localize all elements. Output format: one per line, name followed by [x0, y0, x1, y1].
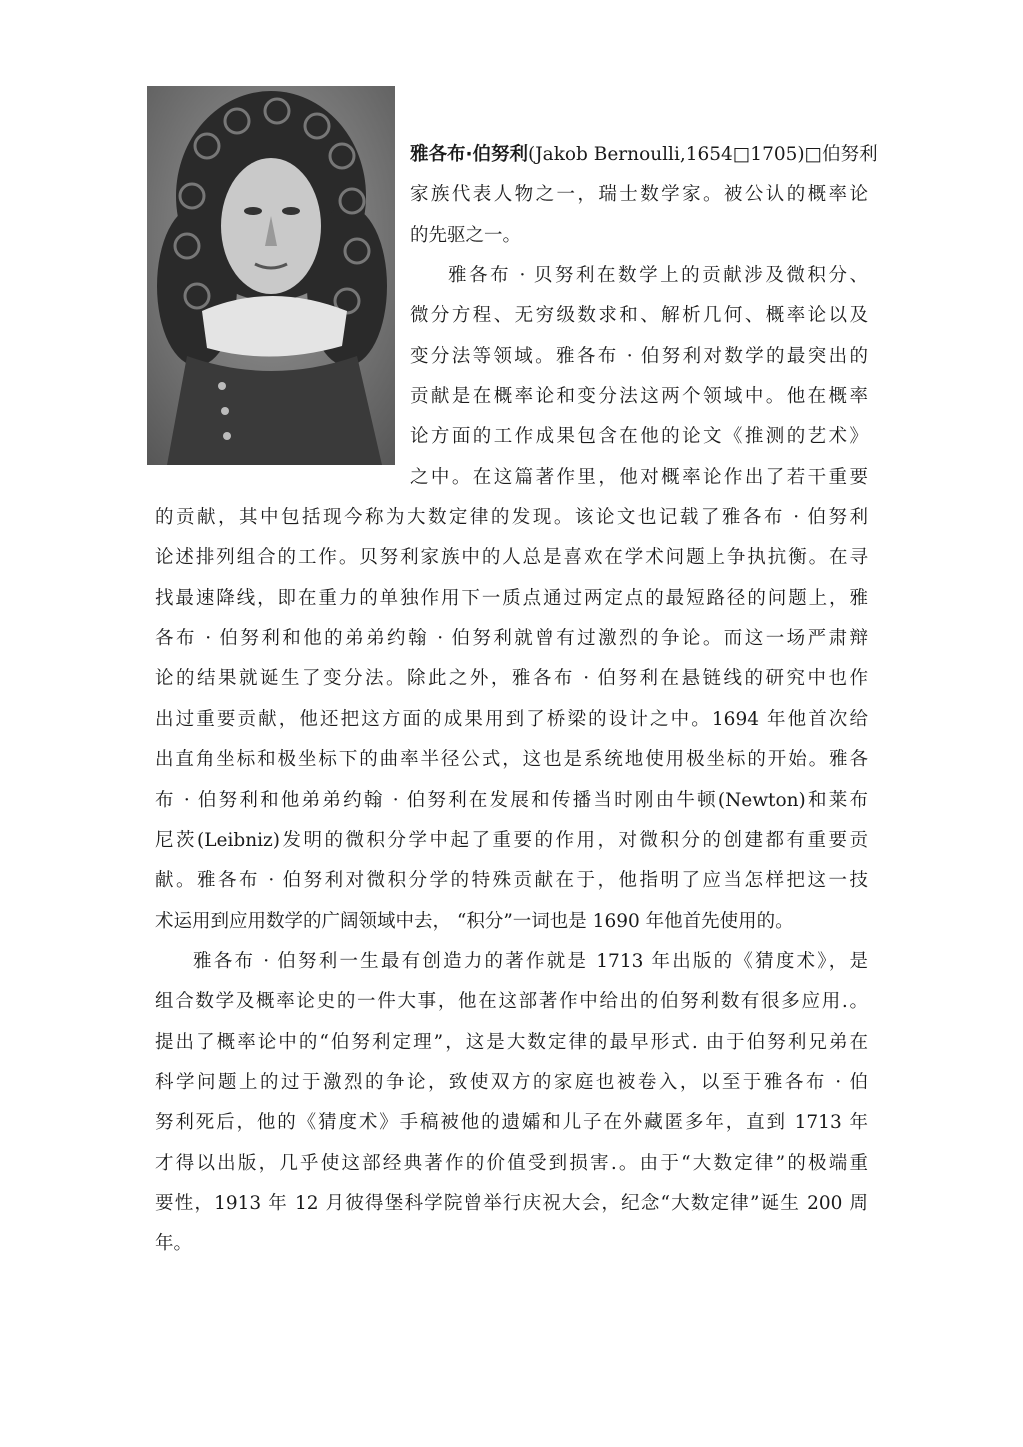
text-line: 变分法等领域。雅各布 · 伯努利对数学的最突出的 — [410, 345, 868, 367]
text-line: 找最速降线，即在重力的单独作用下一质点通过两定点的最短路径的问题上，雅 — [155, 587, 868, 609]
text-line: 出过重要贡献，他还把这方面的成果用到了桥梁的设计之中。1694 年他首次给 — [155, 708, 868, 730]
text-line: 努利死后，他的《猜度术》手稿被他的遗孀和儿子在外藏匿多年，直到 1713 年 — [155, 1112, 868, 1134]
text-line: 论方面的工作成果包含在他的论文《推测的艺术》 — [410, 426, 868, 448]
text-line: 之中。在这篇著作里，他对概率论作出了若干重要 — [410, 466, 868, 488]
text-line: 术运用到应用数学的广阔领域中去， “积分”一词也是 1690 年他首先使用的。 — [155, 910, 794, 932]
text-line: 尼茨(Leibniz)发明的微积分学中起了重要的作用，对微积分的创建都有重要贡 — [155, 829, 868, 851]
text-line: 贡献是在概率论和变分法这两个领域中。他在概率 — [410, 386, 868, 408]
text-line — [410, 135, 878, 175]
text-line: 出直角坐标和极坐标下的曲率半径公式，这也是系统地使用极坐标的开始。雅各 — [155, 749, 868, 771]
text-line: 论述排列组合的工作。贝努利家族中的人总是喜欢在学术问题上争执抗衡。在寻 — [155, 547, 868, 569]
text-line: 微分方程、无穷级数求和、解析几何、概率论以及 — [410, 305, 868, 327]
text-line: 家族代表人物之一，瑞士数学家。被公认的概率论 — [410, 184, 868, 206]
article-body — [155, 135, 878, 1265]
text-line: 的贡献，其中包括现今称为大数定律的发现。该论文也记载了雅各布 · 伯努利 — [155, 507, 868, 529]
text-line: 论的结果就诞生了变分法。除此之外，雅各布 · 伯努利在悬链线的研究中也作 — [155, 668, 868, 690]
text-line: 组合数学及概率论史的一件大事，他在这部著作中给出的伯努利数有很多应用.。 — [155, 991, 868, 1013]
text-line: 各布 · 伯努利和他的弟弟约翰 · 伯努利就曾有过激烈的争论。而这一场严肃辩 — [155, 628, 868, 650]
text-line: 雅各布 · 伯努利一生最有创造力的著作就是 1713 年出版的《猜度术》，是 — [193, 950, 868, 972]
text-line: 献。雅各布 · 伯努利对微积分学的特殊贡献在于，他指明了应当怎样把这一技 — [155, 870, 868, 892]
text-line: 科学问题上的过于激烈的争论，致使双方的家庭也被卷入，以至于雅各布 · 伯 — [155, 1071, 868, 1093]
text-line: 才得以出版，几乎使这部经典著作的价值受到损害.。由于“大数定律”的极端重 — [155, 1152, 868, 1174]
text-line: 提出了概率论中的“伯努利定理”，这是大数定律的最早形式. 由于伯努利兄弟在 — [155, 1031, 868, 1053]
intro-text: (Jakob Bernoulli,1654□1705)□伯努利 — [528, 144, 878, 165]
text-line: 要性，1913 年 12 月彼得堡科学院曾举行庆祝大会，纪念“大数定律”诞生 200 周 — [155, 1192, 868, 1214]
person-name: 雅各布·伯努利 — [410, 144, 529, 165]
text-line: 年。 — [155, 1233, 193, 1255]
text-line: 布 · 伯努利和他弟弟约翰 · 伯努利在发展和传播当时刚由牛顿(Newton)和莱布 — [155, 789, 868, 811]
text-line: 雅各布 · 贝努利在数学上的贡献涉及微积分、 — [448, 265, 868, 287]
text-line: 的先驱之一。 — [410, 224, 522, 246]
